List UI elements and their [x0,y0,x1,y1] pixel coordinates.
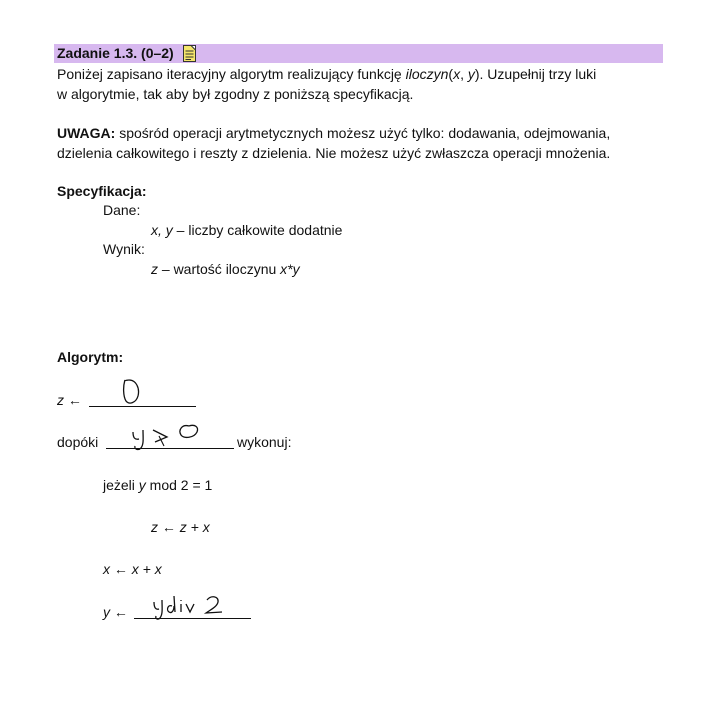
spec-result-desc: z – wartość iloczynu x*y [151,261,300,277]
algo-line-1: z ← [57,392,82,408]
handwriting-blank-1 [118,376,144,406]
handwriting-blank-2-text: y > 0 [127,451,130,452]
algo-line-2-post: wykonuj: [237,434,292,450]
handwriting-blank-1-text: 0 [118,405,119,406]
task-title: Zadanie 1.3. (0–2) [57,45,174,61]
algorithm-heading: Algorytm: [57,349,124,365]
spec-result-label: Wynik: [103,241,145,257]
spec-given-label: Dane: [103,202,141,218]
handwriting-blank-2 [127,420,207,452]
handwriting-blank-3 [150,590,230,622]
blank-1-line[interactable] [89,406,196,407]
algo-line-4: z ← z + x [151,519,210,535]
note-line-2: dzielenia całkowitego i reszty z dzielenia. Nie możesz użyć zwłaszcza operacji mnożenia. [57,145,611,161]
spec-given-desc: x, y – liczby całkowite dodatnie [151,222,343,238]
spec-heading: Specyfikacja: [57,183,147,199]
note-line-1: UWAGA: spośród operacji arytmetycznych możesz użyć tylko: dodawania, odejmowania, [57,125,611,141]
algo-line-2-pre: dopóki [57,434,99,450]
intro-line-2: w algorytmie, tak aby był zgodny z poniższą specyfikacją. [57,86,414,102]
intro-line-1: Poniżej zapisano iteracyjny algorytm realizujący funkcję iloczyn(x, y). Uzupełnij trzy luki [57,66,597,82]
document-icon [183,45,196,62]
handwriting-blank-3-text: y div 2 [150,621,153,622]
algo-line-5: x ← x + x [103,561,162,577]
algo-line-3: jeżeli y mod 2 = 1 [103,477,213,493]
algo-line-6: y ← [103,604,128,620]
